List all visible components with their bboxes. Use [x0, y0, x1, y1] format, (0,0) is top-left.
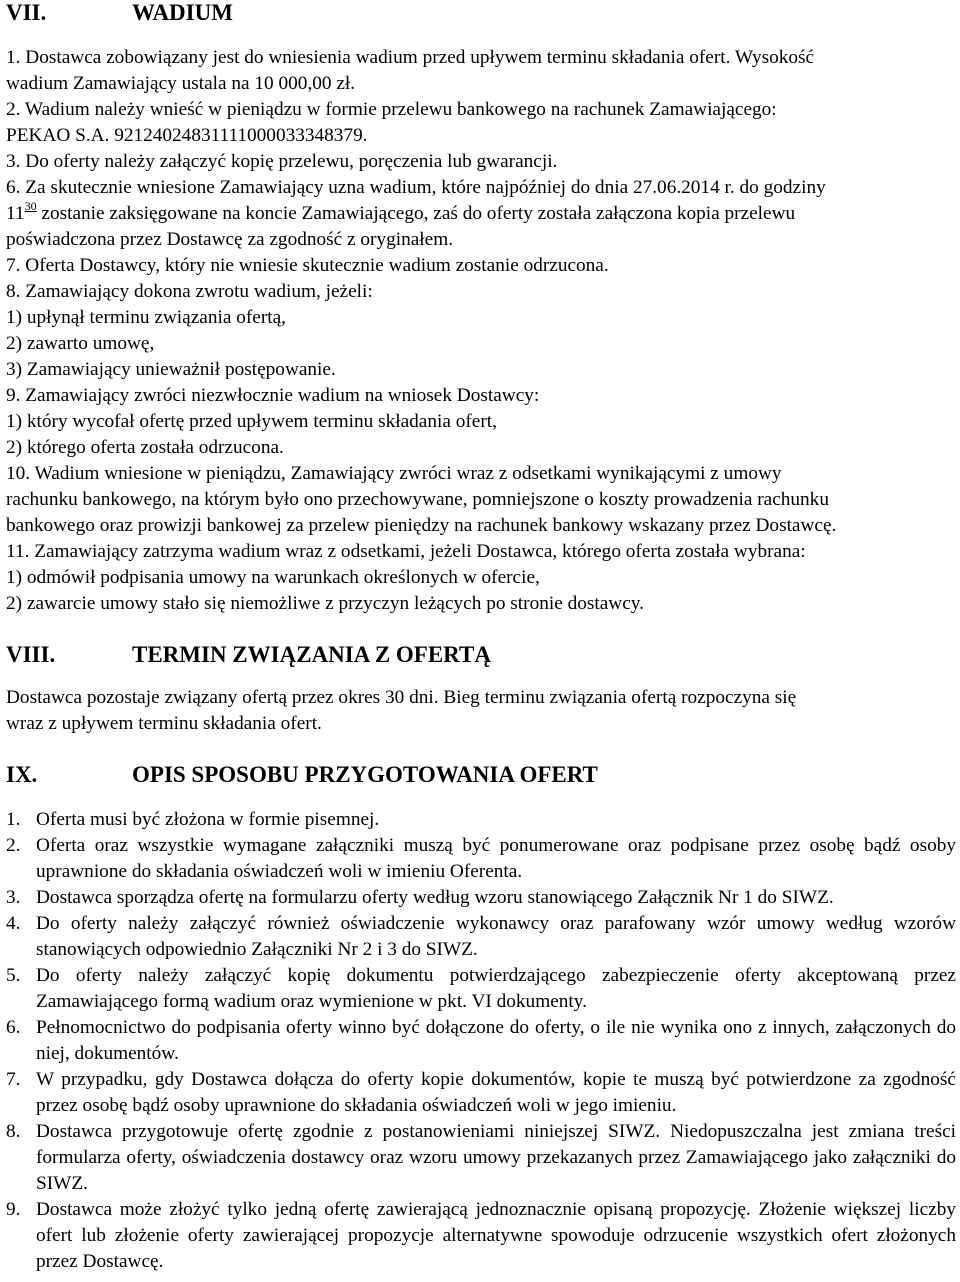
section-title: TERMIN ZWIĄZANIA Z OFERTĄ: [132, 642, 491, 667]
paragraph-line: [6, 198, 956, 227]
list-text: Oferta oraz wszystkie wymagane załączniki muszą być ponumerowane oraz podpisane przez osobę bądź osoby uprawnione do składania oświadczeń woli w imieniu Oferenta.: [36, 835, 956, 882]
list-number: 6.: [6, 1017, 21, 1038]
paragraph-text: zostanie zaksięgowane na koncie Zamawiającego, zaś do oferty została załączona kopia przelewu: [36, 203, 796, 224]
deadline-minutes: 30: [24, 198, 37, 213]
section-heading-termin: [6, 642, 956, 668]
list-item: [6, 885, 956, 911]
section-heading-opis: [6, 762, 956, 788]
list-number: 1.: [6, 809, 21, 830]
paragraph-line: 2) którego oferta została odrzucona.: [6, 437, 284, 458]
paragraph-line: poświadczona przez Dostawcę za zgodność z oryginałem.: [6, 229, 454, 250]
list-number: 2.: [6, 835, 21, 856]
paragraph-line: Dostawca pozostaje związany ofertą przez okres 30 dni. Bieg terminu związania ofertą rozpoczyna się: [6, 687, 797, 708]
paragraph-line: 10. Wadium wniesione w pieniądzu, Zamawiający zwróci wraz z odsetkami wynikającymi z umowy: [6, 463, 782, 484]
section-title: OPIS SPOSOBU PRZYGOTOWANIA OFERT: [132, 762, 598, 787]
paragraph-line: 3) Zamawiający unieważnił postępowanie.: [6, 359, 336, 380]
paragraph-line: 7. Oferta Dostawcy, który nie wniesie skutecznie wadium zostanie odrzucona.: [6, 255, 609, 276]
list-text: W przypadku, gdy Dostawca dołącza do oferty kopie dokumentów, kopie te muszą być potwierdzone za zgodność przez osobę bądź osoby uprawnione do składania oświadczeń woli w jego imieniu.: [36, 1069, 956, 1116]
opis-list: [6, 807, 956, 1275]
paragraph-line: 6. Za skutecznie wniesione Zamawiający uzna wadium, które najpóźniej do dnia 27.06.2014 r. do godziny: [6, 177, 826, 198]
list-item: [6, 1015, 956, 1067]
list-item: [6, 911, 956, 963]
section-heading-wadium: [6, 0, 956, 26]
list-item: [6, 1119, 956, 1197]
paragraph-line: bankowego oraz prowizji bankowej za przelew pieniędzy na rachunek bankowy wskazany przez Dostawcę.: [6, 515, 837, 536]
list-text: Pełnomocnictwo do podpisania oferty winno być dołączone do oferty, o ile nie wynika ono z innych, załączonych do niej, dokumentów.: [36, 1017, 956, 1064]
wadium-body: [6, 45, 956, 617]
paragraph-line: 1. Dostawca zobowiązany jest do wniesienia wadium przed upływem terminu składania ofert. Wysokość: [6, 47, 815, 68]
list-number: 3.: [6, 887, 21, 908]
paragraph-line: 1) który wycofał ofertę przed upływem terminu składania ofert,: [6, 411, 497, 432]
paragraph-line: 2) zawarto umowę,: [6, 333, 155, 354]
termin-body: [6, 685, 956, 737]
list-number: 8.: [6, 1121, 21, 1142]
paragraph-line: 3. Do oferty należy załączyć kopię przelewu, poręczenia lub gwarancji.: [6, 151, 558, 172]
paragraph-line: rachunku bankowego, na którym było ono przechowywane, pomniejszone o koszty prowadzenia rachunku: [6, 489, 829, 510]
list-item: [6, 807, 956, 833]
section-number: IX.: [6, 762, 38, 787]
list-item: [6, 963, 956, 1015]
list-item: [6, 833, 956, 885]
section-number: VIII.: [6, 642, 56, 667]
list-number: 7.: [6, 1069, 21, 1090]
paragraph-line: PEKAO S.A. 92124024831111000033348379.: [6, 125, 368, 146]
list-number: 4.: [6, 913, 21, 934]
paragraph-line: 1) odmówił podpisania umowy na warunkach określonych w ofercie,: [6, 567, 540, 588]
list-text: Dostawca sporządza ofertę na formularzu oferty według wzoru stanowiącego Załącznik Nr 1 do SIWZ.: [36, 887, 834, 908]
paragraph-line: 2. Wadium należy wnieść w pieniądzu w formie przelewu bankowego na rachunek Zamawiającego:: [6, 99, 777, 120]
paragraph-line: 8. Zamawiający dokona zwrotu wadium, jeżeli:: [6, 281, 373, 302]
paragraph-line: 1) upłynął terminu związania ofertą,: [6, 307, 286, 328]
paragraph-line: wraz z upływem terminu składania ofert.: [6, 713, 322, 734]
deadline-hour: 11: [6, 203, 25, 224]
list-text: Dostawca przygotowuje ofertę zgodnie z postanowieniami niniejszej SIWZ. Niedopuszczalna jest zmiana treści formularza oferty, oświadczenia dostawcy oraz wzoru umowy przekazanych przez Zamawiającego jako załączniki do SIWZ.: [36, 1121, 956, 1194]
list-item: [6, 1197, 956, 1275]
section-title: WADIUM: [132, 0, 233, 25]
list-text: Do oferty należy załączyć również oświadczenie wykonawcy oraz parafowany wzór umowy według wzorów stanowiących odpowiednio Załączniki Nr 2 i 3 do SIWZ.: [36, 913, 956, 960]
list-number: 9.: [6, 1199, 21, 1220]
list-text: Oferta musi być złożona w formie pisemnej.: [36, 809, 380, 830]
paragraph-line: 9. Zamawiający zwróci niezwłocznie wadium na wniosek Dostawcy:: [6, 385, 540, 406]
section-number: VII.: [6, 0, 47, 25]
list-number: 5.: [6, 965, 21, 986]
paragraph-line: 2) zawarcie umowy stało się niemożliwe z przyczyn leżących po stronie dostawcy.: [6, 593, 644, 614]
list-item: [6, 1067, 956, 1119]
paragraph-line: wadium Zamawiający ustala na 10 000,00 zł.: [6, 73, 356, 94]
list-text: Do oferty należy załączyć kopię dokumentu potwierdzającego zabezpieczenie oferty akceptowaną przez Zamawiającego formą wadium oraz wymienione w pkt. VI dokumenty.: [36, 965, 956, 1012]
list-text: Dostawca może złożyć tylko jedną ofertę zawierającą jednoznacznie opisaną propozycję. Złożenie większej liczby ofert lub złożenie oferty zawierającej propozycje alternatywne spowoduje odrzucenie wszystkich ofert złożonych przez Dostawcę.: [36, 1199, 956, 1272]
document-page: [6, 0, 956, 1275]
paragraph-line: 11. Zamawiający zatrzyma wadium wraz z odsetkami, jeżeli Dostawca, którego oferta została wybrana:: [6, 541, 806, 562]
